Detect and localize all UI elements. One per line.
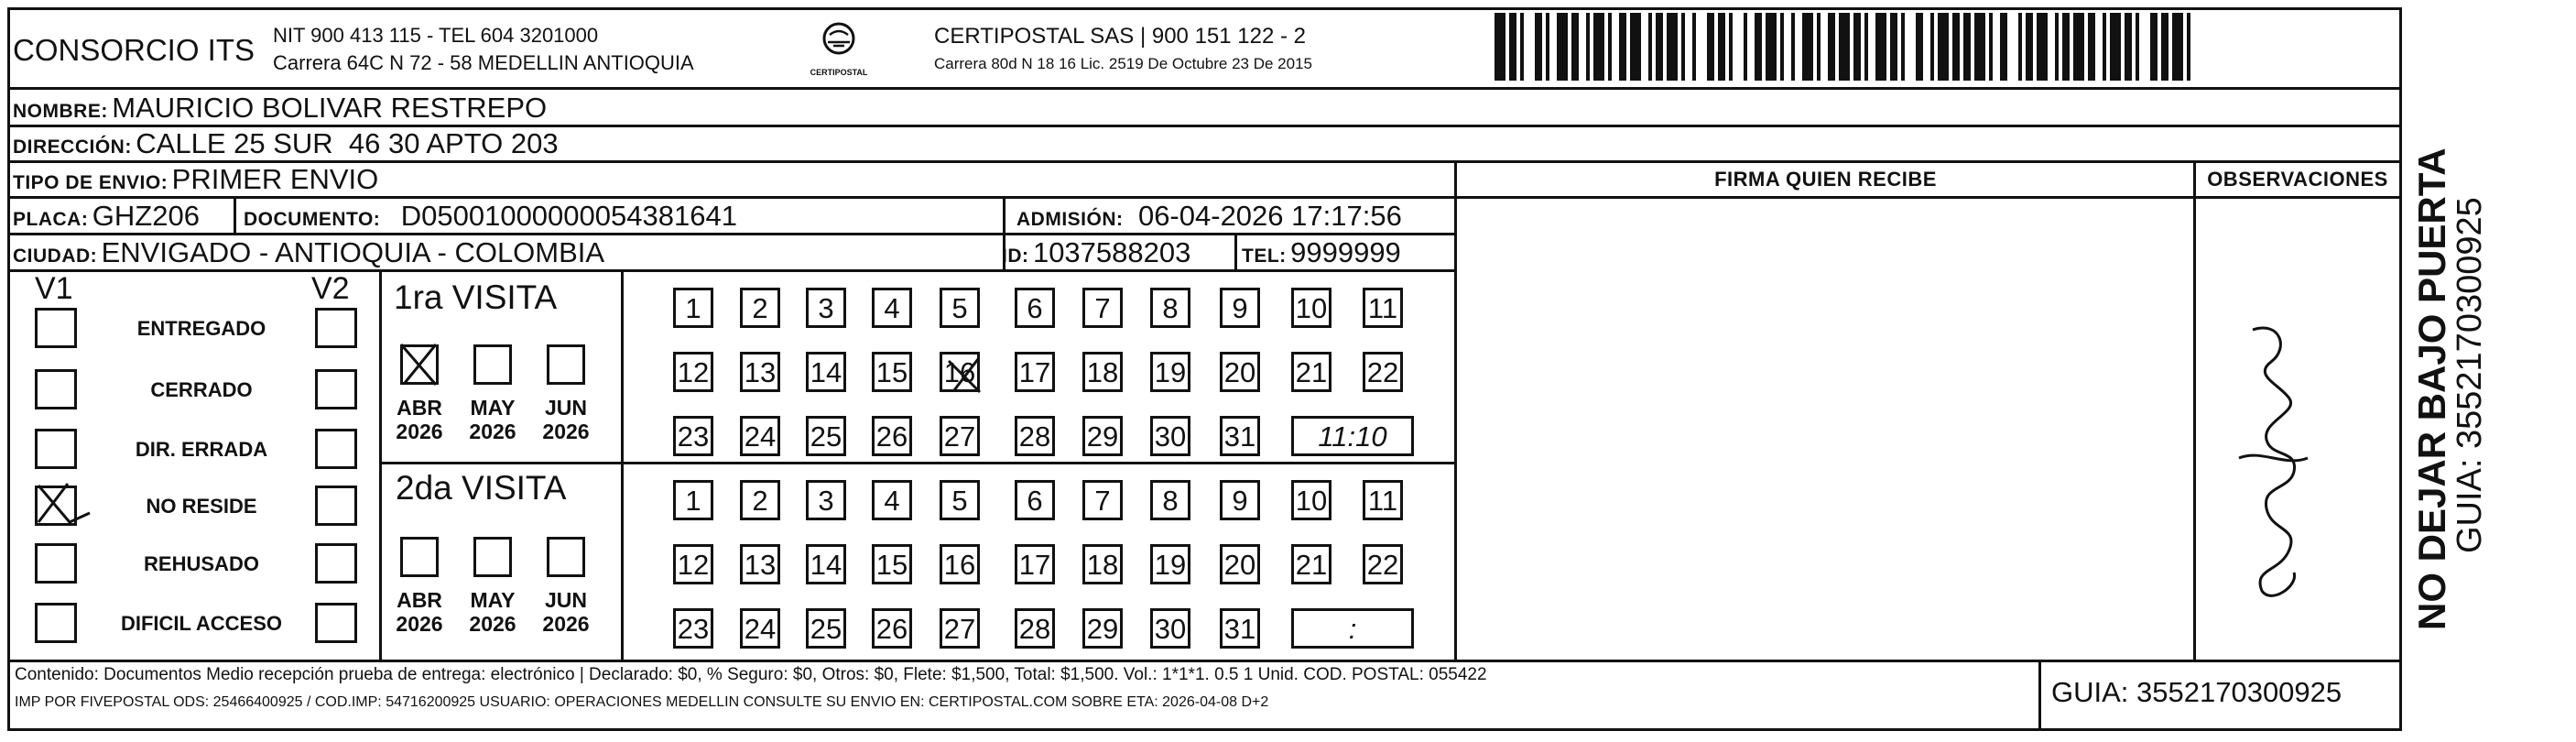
status-label: CERRADO <box>150 378 253 401</box>
day-box[interactable]: 9 <box>1220 480 1260 520</box>
ciudad-row <box>13 236 604 269</box>
day-box[interactable]: 21 <box>1291 544 1331 584</box>
day-box[interactable]: 1 <box>673 480 713 520</box>
day-box[interactable]: 27 <box>940 608 980 649</box>
tipo-label: TIPO DE ENVIO: <box>13 172 168 193</box>
day-box[interactable]: 29 <box>1082 416 1123 456</box>
v1-checkbox[interactable] <box>35 369 77 409</box>
footer-guia-border <box>2038 660 2041 731</box>
day-box[interactable]: 26 <box>872 416 912 456</box>
id-cell <box>1002 236 1190 269</box>
month-name: JUN <box>544 588 587 612</box>
v1-label: V1 <box>35 271 73 306</box>
certipostal-address: Carrera 80d N 18 16 Lic. 2519 De Octubre 23 De 2015 <box>934 55 1312 72</box>
status-label: DIFICIL ACCESO <box>120 612 282 635</box>
day-box[interactable]: 13 <box>740 544 780 584</box>
day-box[interactable]: 16 <box>940 352 980 392</box>
month-label <box>384 588 455 636</box>
day-box[interactable]: 12 <box>673 544 713 584</box>
day-box[interactable]: 24 <box>740 416 780 456</box>
v2-checkbox[interactable] <box>315 308 357 348</box>
month-label <box>457 588 528 636</box>
placa-row <box>13 200 200 233</box>
observaciones-left-border <box>2193 160 2196 660</box>
month-name: MAY <box>470 588 516 612</box>
month-label <box>457 396 528 443</box>
day-box[interactable]: 4 <box>872 480 912 520</box>
firma-header-divider <box>1454 196 2402 199</box>
day-box[interactable]: 18 <box>1082 544 1123 584</box>
status-column-border <box>379 269 382 660</box>
nombre-value: MAURICIO BOLIVAR RESTREPO <box>112 92 548 124</box>
tipo-value: PRIMER ENVIO <box>171 163 379 195</box>
v2-checkbox[interactable] <box>315 603 357 643</box>
day-box[interactable]: 13 <box>740 352 780 392</box>
month-label <box>530 396 602 443</box>
day-box[interactable]: 11 <box>1363 288 1403 328</box>
day-box[interactable]: 5 <box>940 288 980 328</box>
day-box[interactable]: 14 <box>806 544 846 584</box>
v2-checkbox[interactable] <box>315 369 357 409</box>
status-label: DIR. ERRADA <box>135 438 268 461</box>
firma-label: FIRMA QUIEN RECIBE <box>1714 168 1937 191</box>
month-name: JUN <box>544 396 587 420</box>
id-value: 1037588203 <box>1032 236 1191 268</box>
day-box[interactable]: 20 <box>1220 352 1260 392</box>
second-visit-title: 2da VISITA <box>396 469 567 507</box>
day-box[interactable]: 8 <box>1150 288 1190 328</box>
v1-checkbox[interactable] <box>35 603 77 643</box>
day-box[interactable]: 22 <box>1363 544 1403 584</box>
day-box[interactable]: 12 <box>673 352 713 392</box>
day-box[interactable]: 18 <box>1082 352 1123 392</box>
day-box[interactable]: 4 <box>872 288 912 328</box>
day-box[interactable]: 14 <box>806 352 846 392</box>
month-label <box>384 396 455 443</box>
no-reside-check-icon <box>33 476 97 531</box>
barcode-icon <box>1495 13 2198 81</box>
ciudad-value: ENVIGADO - ANTIOQUIA - COLOMBIA <box>101 236 605 268</box>
placa-value: GHZ206 <box>92 200 200 232</box>
status-label: ENTREGADO <box>136 317 266 340</box>
nit-line: NIT 900 413 115 - TEL 604 3201000 <box>273 24 599 47</box>
month-checkbox[interactable] <box>400 537 439 577</box>
company-address: Carrera 64C N 72 - 58 MEDELLIN ANTIOQUIA <box>273 51 694 74</box>
day-box[interactable]: 22 <box>1363 352 1403 392</box>
day-box[interactable]: 10 <box>1291 480 1331 520</box>
month-year: 2026 <box>396 420 443 443</box>
month-year: 2026 <box>469 612 516 636</box>
cell-divider <box>1234 233 1237 269</box>
day-box[interactable]: 28 <box>1015 416 1055 456</box>
day-check-icon <box>943 354 989 398</box>
observaciones-label: OBSERVACIONES <box>2207 168 2388 191</box>
month-year: 2026 <box>542 420 590 443</box>
day-box[interactable]: 19 <box>1150 352 1190 392</box>
month-checkbox[interactable] <box>473 344 512 385</box>
side-warning: NO DEJAR BAJO PUERTA <box>2410 147 2453 630</box>
day-box[interactable]: 5 <box>940 480 980 520</box>
day-box[interactable]: 25 <box>806 608 846 649</box>
month-check-icon <box>396 339 443 390</box>
observations-signature-icon <box>2198 311 2381 614</box>
day-box[interactable]: 6 <box>1015 480 1055 520</box>
status-label: NO RESIDE <box>146 495 257 518</box>
visit-divider <box>379 462 1456 464</box>
row-divider <box>7 233 1456 235</box>
placa-label: PLACA: <box>13 209 89 230</box>
day-box[interactable]: 3 <box>806 288 846 328</box>
tel-value: 9999999 <box>1290 236 1401 268</box>
time-box[interactable]: 11:10 <box>1291 416 1414 456</box>
day-box[interactable]: 2 <box>740 480 780 520</box>
month-checkbox[interactable] <box>473 537 512 577</box>
nombre-label: NOMBRE: <box>13 101 108 122</box>
day-box[interactable]: 21 <box>1291 352 1331 392</box>
month-year: 2026 <box>396 612 443 636</box>
day-box[interactable]: 17 <box>1015 544 1055 584</box>
month-checkbox[interactable] <box>547 537 585 577</box>
admision-label: ADMISIÓN: <box>1016 209 1124 230</box>
day-box[interactable]: 31 <box>1220 608 1260 649</box>
tel-label: TEL: <box>1242 246 1287 267</box>
day-box[interactable]: 30 <box>1150 416 1190 456</box>
direccion-label: DIRECCIÓN: <box>13 136 132 158</box>
day-box[interactable]: 11 <box>1363 480 1403 520</box>
v2-label: V2 <box>311 271 350 306</box>
month-year: 2026 <box>469 420 516 443</box>
day-box[interactable]: 27 <box>940 416 980 456</box>
day-box[interactable]: 1 <box>673 288 713 328</box>
logo-caption: CERTIPOSTAL <box>810 68 868 77</box>
documento-value: D05001000000054381641 <box>400 200 737 232</box>
status-label: REHUSADO <box>144 552 259 575</box>
day-box[interactable]: 2 <box>740 288 780 328</box>
day-box[interactable]: 7 <box>1082 480 1123 520</box>
day-box[interactable]: 19 <box>1150 544 1190 584</box>
direccion-row <box>13 127 559 160</box>
admision-value: 06-04-2026 17:17:56 <box>1137 200 1402 232</box>
admision-cell <box>1016 200 1402 233</box>
first-visit-title: 1ra VISITA <box>394 278 558 316</box>
footer-divider <box>7 660 2402 662</box>
day-box[interactable]: 7 <box>1082 288 1123 328</box>
day-box[interactable]: 31 <box>1220 416 1260 456</box>
day-box[interactable]: 23 <box>673 416 713 456</box>
v2-checkbox[interactable] <box>315 429 357 469</box>
day-box[interactable]: 10 <box>1291 288 1331 328</box>
company-name: CONSORCIO ITS <box>13 33 255 67</box>
direccion-value: CALLE 25 SUR 46 30 APTO 203 <box>136 127 559 159</box>
tipo-row <box>13 163 378 196</box>
header-divider <box>7 87 2402 90</box>
month-name: ABR <box>397 588 442 612</box>
firma-left-border <box>1454 160 1457 660</box>
day-box[interactable]: 15 <box>872 352 912 392</box>
day-box[interactable]: 16 <box>940 544 980 584</box>
v1-checkbox[interactable] <box>35 429 77 469</box>
tel-cell <box>1242 236 1401 269</box>
day-box[interactable]: 25 <box>806 416 846 456</box>
month-name: ABR <box>397 396 442 420</box>
nombre-row <box>13 92 547 125</box>
visit-months-border <box>621 269 624 660</box>
month-name: MAY <box>470 396 516 420</box>
time-box[interactable]: : <box>1291 608 1414 649</box>
footer-guia: GUIA: 3552170300925 <box>2051 676 2342 708</box>
month-label <box>530 588 602 636</box>
day-box[interactable]: 23 <box>673 608 713 649</box>
day-box[interactable]: 17 <box>1015 352 1055 392</box>
certipostal-line: CERTIPOSTAL SAS | 900 151 122 - 2 <box>934 24 1306 49</box>
row-divider <box>7 196 1456 199</box>
month-checkbox[interactable] <box>547 344 585 385</box>
day-box[interactable]: 26 <box>872 608 912 649</box>
imp-text: IMP POR FIVEPOSTAL ODS: 25466400925 / COD.IMP: 54716200925 USUARIO: OPERACIONES MEDELLIN CONSULTE SU ENVIO EN: CERTIPOSTAL.COM SOBRE ETA: 2026-04-08 D+2 <box>15 694 1269 710</box>
contenido-text: Contenido: Documentos Medio recepción prueba de entrega: electrónico | Declarado: $0, % Seguro: $0, Otros: $0, Flete: $1,500, Total: $1,500. Vol.: 1*1*1. 0.5 1 Unid. COD. POSTAL: 055422 <box>15 665 1487 684</box>
v2-checkbox[interactable] <box>315 486 357 526</box>
day-box[interactable]: 30 <box>1150 608 1190 649</box>
v2-checkbox[interactable] <box>315 543 357 584</box>
day-box[interactable]: 15 <box>872 544 912 584</box>
documento-cell <box>244 200 737 233</box>
cell-divider <box>234 196 236 233</box>
row-divider <box>7 269 1456 272</box>
v1-checkbox[interactable] <box>35 543 77 584</box>
day-box[interactable]: 6 <box>1015 288 1055 328</box>
day-box[interactable]: 3 <box>806 480 846 520</box>
month-year: 2026 <box>542 612 590 636</box>
day-box[interactable]: 28 <box>1015 608 1055 649</box>
documento-label: DOCUMENTO: <box>244 209 381 230</box>
day-box[interactable]: 9 <box>1220 288 1260 328</box>
day-box[interactable]: 29 <box>1082 608 1123 649</box>
ciudad-label: CIUDAD: <box>13 246 98 267</box>
id-label: ID: <box>1002 246 1029 267</box>
day-box[interactable]: 24 <box>740 608 780 649</box>
day-box[interactable]: 8 <box>1150 480 1190 520</box>
v1-checkbox[interactable] <box>35 308 77 348</box>
day-box[interactable]: 20 <box>1220 544 1260 584</box>
side-guia: GUIA: 3552170300925 <box>2451 197 2489 553</box>
